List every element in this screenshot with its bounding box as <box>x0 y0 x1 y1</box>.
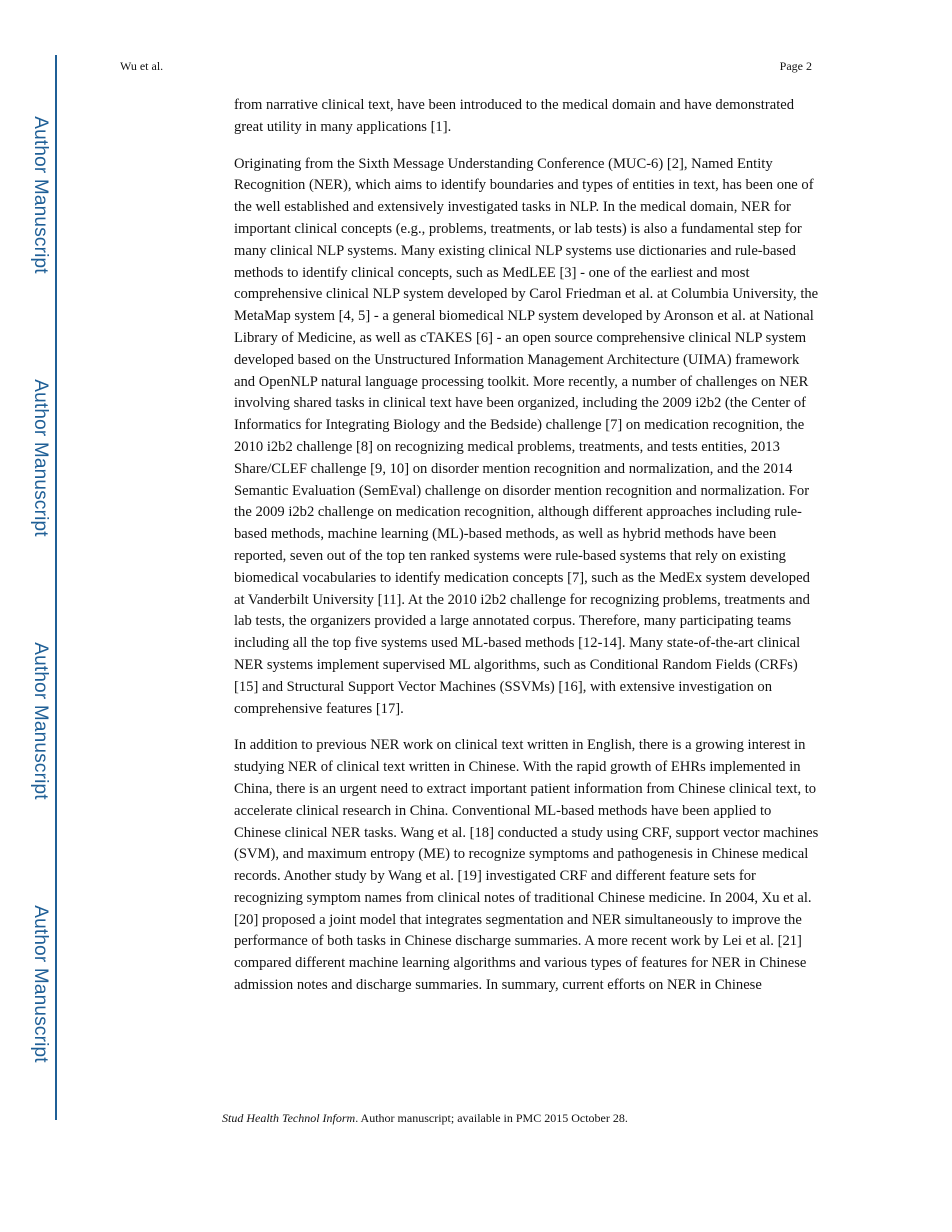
paragraph-3: In addition to previous NER work on clinical text written in English, there is a growing interest in studying NER of clinical text written in Chinese. With the rapid growth of EHRs implemented in China, there is an urgent need to extract important patient information from Chinese clinical text, to accelerate clinical research in China. Conventional ML-based methods have been applied to Chinese clinical NER tasks. Wang et al. [18] conducted a study using CRF, support vector machines (SVM), and maximum entropy (ME) to recognize symptoms and pathogenesis in Chinese medical records. Another study by Wang et al. [19] investigated CRF and different feature sets for recognizing symptom names from clinical notes of traditional Chinese medicine. In 2004, Xu et al. [20] proposed a joint model that integrates segmentation and NER simultaneously to improve the performance of both tasks in Chinese discharge summaries. A more recent work by Lei et al. [21] compared different machine learning algorithms and various types of features for NER in Chinese admission notes and discharge summaries. In summary, current efforts on NER in Chinese <box>234 737 819 994</box>
author-manuscript-text-3: Author Manuscript <box>30 642 51 800</box>
author-manuscript-label-2 <box>28 378 52 538</box>
footer-note: . Author manuscript; available in PMC 2015 October 28. <box>355 1111 628 1125</box>
journal-name: Stud Health Technol Inform <box>222 1111 356 1125</box>
author-manuscript-text-2: Author Manuscript <box>30 379 51 537</box>
footer-citation <box>222 1111 628 1126</box>
running-header-authors: Wu et al. <box>120 59 164 73</box>
margin-rule <box>55 55 57 1120</box>
author-manuscript-text-1: Author Manuscript <box>30 116 51 274</box>
author-manuscript-text-4: Author Manuscript <box>30 905 51 1063</box>
body-text <box>234 95 819 1012</box>
author-manuscript-label-1 <box>28 115 52 275</box>
paragraph-1: from narrative clinical text, have been introduced to the medical domain and have demonstrated great utility in many applications [1]. <box>234 97 795 135</box>
author-manuscript-label-4 <box>28 904 52 1064</box>
paragraph-2: Originating from the Sixth Message Understanding Conference (MUC-6) [2], Named Entity Recognition (NER), which aims to identify boundaries and types of entities in text, has been one of the well established and extensively investigated tasks in NLP. In the medical domain, NER for important clinical concepts (e.g., problems, treatments, or lab tests) is also a fundamental step for many clinical NLP systems. Many existing clinical NLP systems use dictionaries and rule-based methods to identify clinical concepts, such as MedLEE [3] - one of the earliest and most comprehensive clinical NLP system developed by Carol Friedman et al. at Columbia University, the MetaMap system [4, 5] - a general biomedical NLP system developed by Aronson et al. at National Library of Medicine, as well as cTAKES [6] - an open source comprehensive clinical NLP system developed based on the Unstructured Information Management Architecture (UIMA) framework and OpenNLP natural language processing toolkit. More recently, a number of challenges on NER involving shared tasks in clinical text have been organized, including the 2009 i2b2 (the Center of Informatics for Integrating Biology and the Bedside) challenge [7] on medication recognition, the 2010 i2b2 challenge [8] on recognizing medical problems, treatments, and tests entities, 2013 Share/CLEF challenge [9, 10] on disorder mention recognition and normalization, and the 2014 Semantic Evaluation (SemEval) challenge on disorder mention recognition and normalization. For the 2009 i2b2 challenge on medication recognition, although different approaches including rule-based methods, machine learning (ML)-based methods, as well as hybrid methods have been reported, seven out of the top ten ranked systems were rule-based systems that rely on existing biomedical vocabularies to identify medication concepts [7], such as the MedEx system developed at Vanderbilt University [11]. At the 2010 i2b2 challenge for recognizing problems, treatments and lab tests, the organizers provided a large annotated corpus. Therefore, many participating teams including all the top five systems used ML-based methods [12-14]. Many state-of-the-art clinical NER systems implement supervised ML algorithms, such as Conditional Random Fields (CRFs) [15] and Structural Support Vector Machines (SSVMs) [16], with extensive investigation on comprehensive features [17]. <box>234 155 819 717</box>
page-number: Page 2 <box>779 59 812 73</box>
author-manuscript-label-3 <box>28 641 52 801</box>
